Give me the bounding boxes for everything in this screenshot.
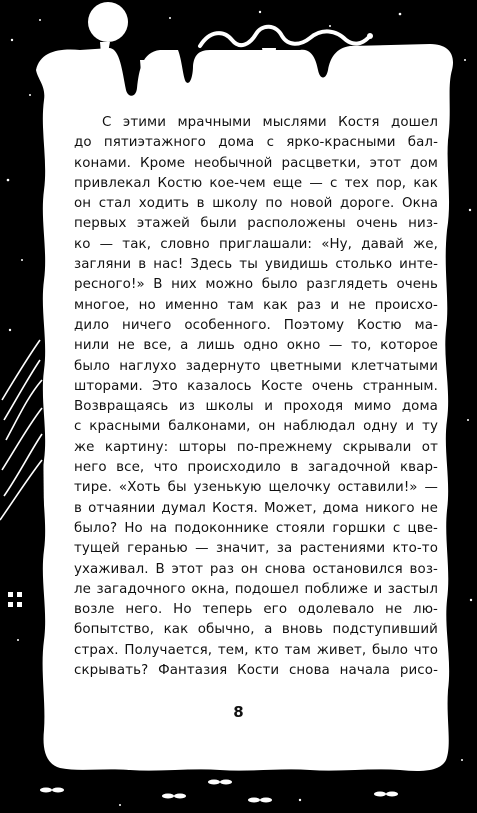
text-line: было наглухо задернуто цветными клетчатыми bbox=[74, 358, 438, 374]
text-line: скрывать? Фантазия Кости снова начала рисо- bbox=[74, 663, 438, 679]
text-line: ко — так, словно приглашали: «Ну, давай же, bbox=[74, 236, 438, 252]
text-line: ле загадочного окна, подошел поближе и застыл bbox=[74, 581, 438, 597]
text-line: привлекал Костю кое-чем еще — с тех пор, как bbox=[74, 175, 438, 191]
text-line: ресного!» В них можно было разглядеть очень bbox=[74, 277, 438, 293]
text-line: С этими мрачными мыслями Костя дошел bbox=[102, 115, 438, 130]
text-line: нили не все, а лишь одно окно — то, которое bbox=[74, 338, 438, 354]
text-line: тущей геранью — значит, за растениями кто-то bbox=[74, 541, 438, 557]
text-line: первых этажей были расположены очень низ- bbox=[74, 216, 438, 232]
text-line: многое, но именно там как раз и не происхо- bbox=[74, 297, 438, 313]
text-line: до пятиэтажного дома с ярко-красными бал- bbox=[74, 135, 438, 151]
house-windows-icon bbox=[8, 592, 22, 607]
text-line: загляни в нас! Здесь ты увидишь столько инте- bbox=[74, 257, 438, 273]
text-line: шторами. Это казалось Косте очень странным. bbox=[74, 378, 438, 394]
text-line: было? Но на подоконнике стояли горшки с цве- bbox=[74, 520, 438, 536]
text-line: в отчаянии думал Костя. Может, дома никого не bbox=[74, 500, 438, 516]
snake-icon bbox=[200, 27, 368, 46]
page-number: 8 bbox=[233, 703, 244, 721]
text-line: же картину: шторы по-прежнему скрывали от bbox=[74, 439, 438, 455]
text-line: бопытство, как обычно, а вновь подступивший bbox=[74, 622, 438, 638]
text-line: возле него. Но теперь его одолевало не лю- bbox=[74, 602, 438, 618]
text-line: он стал ходить в школу по новой дороге. Окна bbox=[74, 196, 438, 212]
text-line: конами. Кроме необычной расцветки, этот дом bbox=[74, 155, 438, 171]
story-text bbox=[74, 113, 438, 681]
text-line: тире. «Хоть бы узенькую щелочку оставили!» — bbox=[74, 480, 438, 496]
text-line: с красными балконами, он наблюдал одну и ту bbox=[74, 419, 438, 435]
text-line: ухаживал. В этот раз он снова остановился воз- bbox=[74, 561, 438, 577]
text-line: Возвращаясь из школы и проходя мимо дома bbox=[74, 399, 438, 415]
creature-eyes-icon bbox=[40, 780, 398, 803]
text-line: страх. Получается, тем, кто там живет, было что bbox=[74, 642, 438, 658]
text-line: него все, что происходило в загадочной квар- bbox=[74, 460, 438, 476]
text-line: дило ничего особенного. Поэтому Костю ма- bbox=[74, 317, 438, 333]
